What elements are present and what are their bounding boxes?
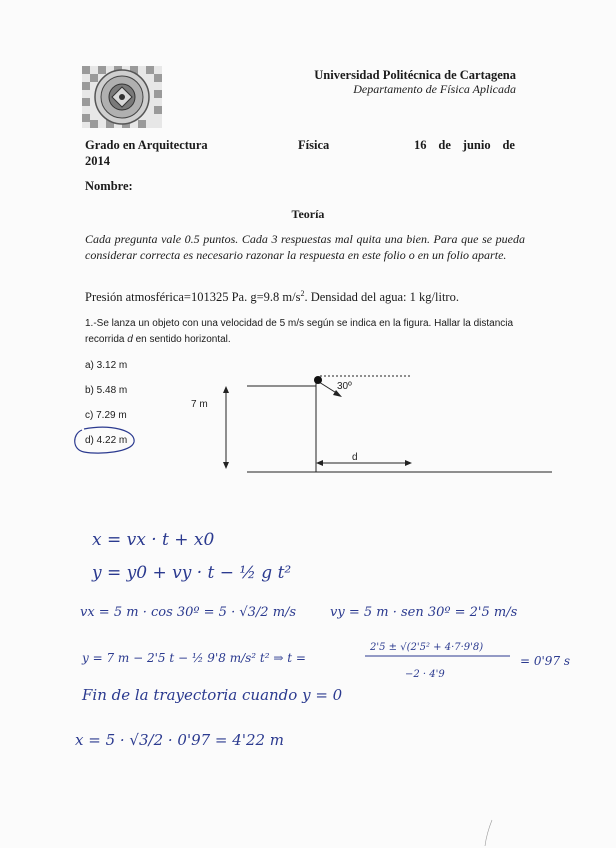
- date-de: de: [502, 138, 515, 152]
- date-de: de: [438, 138, 451, 152]
- solution-line-4-result: = 0'97 s: [520, 654, 571, 668]
- constants-superscript: 2: [300, 289, 305, 298]
- solution-line-4a: y = 7 m − 2'5 t − ½ 9'8 m/s² t² ⇒ t =: [82, 651, 306, 665]
- date-month: junio: [462, 138, 491, 152]
- solution-line-5: Fin de la trayectoria cuando y = 0: [82, 686, 343, 704]
- solution-line-4-numerator: 2'5 ± √(2'5² + 4·7·9'8): [370, 642, 484, 653]
- date-day: 16: [414, 138, 427, 152]
- constants-text: Presión atmosférica=101325 Pa. g=9.8 m/s: [85, 290, 301, 305]
- university-name: Universidad Politécnica de Cartagena: [314, 68, 516, 82]
- department-name: Departamento de Física Aplicada: [353, 82, 516, 96]
- solution-line-1: x = vx · t + x0: [92, 530, 215, 550]
- constants-text-end: . Densidad del agua: 1 kg/litro.: [304, 290, 459, 305]
- year-label: 2014: [85, 154, 110, 168]
- distance-label: d: [352, 452, 358, 463]
- question-text-end: en sentido horizontal.: [132, 334, 231, 345]
- solution-line-3b: vy = 5 m · sen 30º = 2'5 m/s: [330, 605, 518, 620]
- solution-line-3a: vx = 5 m · cos 30º = 5 · √3/2 m/s: [80, 605, 297, 620]
- question-text-start: 1.-Se lanza un objeto con una velocidad de 5 m/s según se indica en la figura. Hallar la distancia recorrida: [85, 318, 514, 345]
- solution-line-4-denominator: −2 · 4'9: [405, 669, 445, 680]
- answer-option-d: d) 4.22 m: [85, 435, 128, 446]
- angle-label: 30º: [337, 381, 352, 392]
- solution-line-2: y = y0 + vy · t − ½ g t²: [92, 563, 292, 583]
- pen-mark: [485, 820, 492, 846]
- height-label: 7 m: [191, 399, 208, 410]
- answer-option-c: c) 7.29 m: [85, 410, 127, 421]
- solution-line-6: x = 5 · √3/2 · 0'97 = 4'22 m: [75, 731, 285, 749]
- degree-label: Grado en Arquitectura: [85, 138, 208, 152]
- question-variable: d: [127, 334, 133, 345]
- answer-option-b: b) 5.48 m: [85, 385, 128, 396]
- name-label: Nombre:: [85, 179, 133, 193]
- section-title: Teoría: [291, 207, 325, 221]
- instructions-text: Cada pregunta vale 0.5 puntos. Cada 3 respuestas mal quita una bien. Para que se pueda considerar correcta es necesario razonar la respuesta en este folio o en un folio aparte.: [85, 232, 525, 262]
- subject-label: Física: [298, 138, 330, 152]
- answer-option-a: a) 3.12 m: [85, 360, 128, 371]
